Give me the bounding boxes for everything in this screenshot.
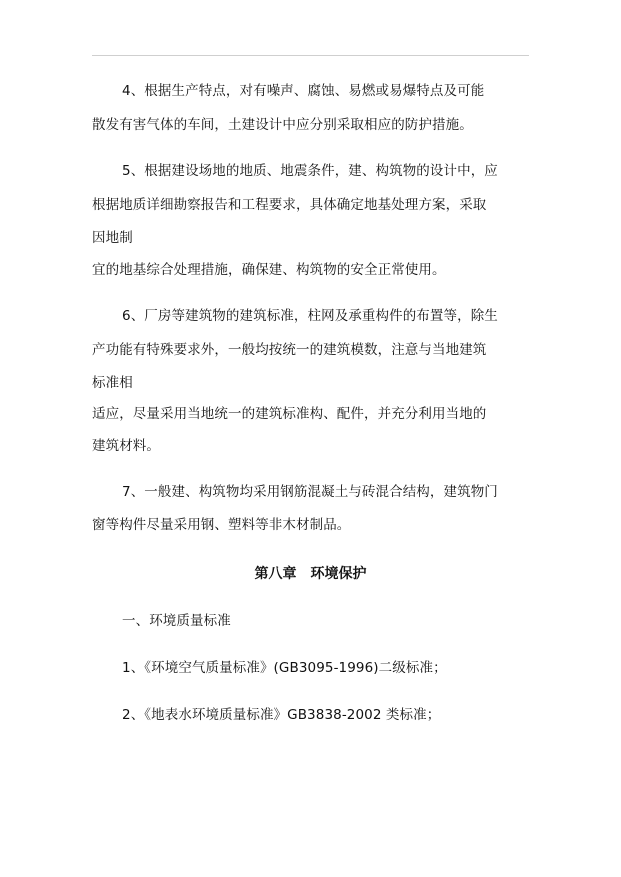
- paragraph-6-line-1: 6、厂房等建筑物的建筑标准，柱网及承重构件的布置等，除生: [122, 308, 498, 324]
- paragraph-6-line-3: 标准相: [92, 375, 133, 391]
- header-rule: [92, 55, 529, 56]
- paragraph-5-line-1: 5、根据建设场地的地质、地震条件，建、构筑物的设计中，应: [122, 163, 498, 179]
- paragraph-7-line-1: 7、一般建、构筑物均采用钢筋混凝土与砖混合结构，建筑物门: [122, 484, 498, 500]
- paragraph-6-line-2: 产功能有特殊要求外，一般均按统一的建筑模数，注意与当地建筑: [92, 342, 487, 358]
- paragraph-5-line-4: 宜的地基综合处理措施，确保建、构筑物的安全正常使用。: [92, 262, 446, 278]
- standard-list-item-1: 1、《环境空气质量标准》(GB3095-1996)二级标准；: [122, 660, 447, 676]
- paragraph-7-line-2: 窗等构件尽量采用钢、塑料等非木材制品。: [92, 517, 351, 533]
- paragraph-6-line-5: 建筑材料。: [92, 438, 160, 454]
- standard-list-item-2: 2、《地表水环境质量标准》GB3838-2002 类标准；: [122, 707, 441, 723]
- paragraph-4-line-2: 散发有害气体的车间，土建设计中应分别采取相应的防护措施。: [92, 117, 473, 133]
- paragraph-6-line-4: 适应，尽量采用当地统一的建筑标准构、配件，并充分利用当地的: [92, 406, 487, 422]
- paragraph-4-line-1: 4、根据生产特点，对有噪声、腐蚀、易燃或易爆特点及可能: [122, 83, 485, 99]
- chapter-heading: 第八章 环境保护: [254, 566, 367, 582]
- paragraph-5-line-3: 因地制: [92, 230, 133, 246]
- paragraph-5-line-2: 根据地质详细勘察报告和工程要求，具体确定地基处理方案，采取: [92, 197, 487, 213]
- section-heading: 一、环境质量标准: [122, 613, 231, 629]
